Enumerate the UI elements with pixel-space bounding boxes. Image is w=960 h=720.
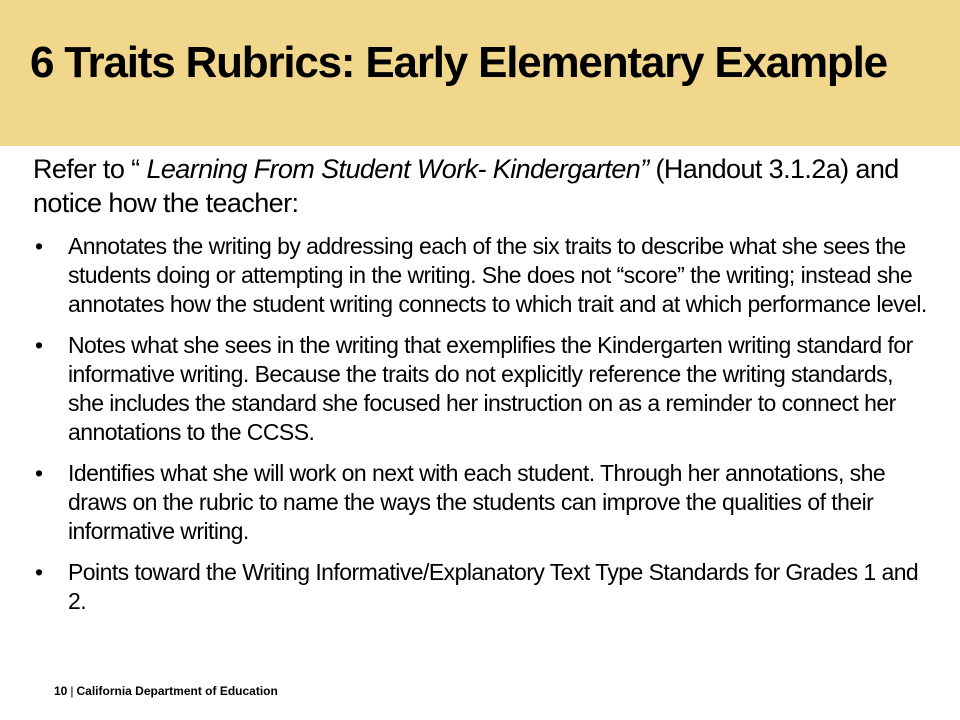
bullet-item [33,331,933,447]
intro-prefix: Refer to “ [33,154,140,184]
bullet-text: Notes what she sees in the writing that exemplifies the Kindergarten writing standard for informative writing. Because the traits do not explicitly reference the writing standards, she includes the standard she focused her instruction on as a reminder to connect her annotations to the CCSS. [68,332,913,445]
intro-suffix: (Handout 3.1.2a) and notice how the teacher: [33,154,899,218]
bullet-item [33,558,933,616]
page-number: 10 [54,684,68,698]
bullet-icon: • [35,332,43,358]
intro-paragraph [33,152,913,220]
footer-separator: | [70,684,74,698]
bullet-text: Identifies what she will work on next with each student. Through her annotations, she draws on the rubric to name the ways the students can improve the qualities of their informative writing. [68,460,886,544]
bullet-item [33,459,933,546]
intro-handout-title: Learning From Student Work- Kindergarten” [139,154,649,184]
slide-title: 6 Traits Rubrics: Early Elementary Example [30,38,887,87]
bullet-item [33,232,933,319]
bullet-text: Annotates the writing by addressing each of the six traits to describe what she sees the students doing or attempting in the writing. She does not “score” the writing; instead she annotates how the student writing connects to which trait and at which performance level. [68,233,927,317]
bullet-text: Points toward the Writing Informative/Explanatory Text Type Standards for Grades 1 and 2. [68,559,919,614]
bullet-icon: • [35,559,43,585]
bullet-icon: • [35,233,43,259]
footer-organization: California Department of Education [76,684,278,698]
bullet-icon: • [35,460,43,486]
bullet-list [33,232,933,628]
slide-footer [54,684,278,698]
